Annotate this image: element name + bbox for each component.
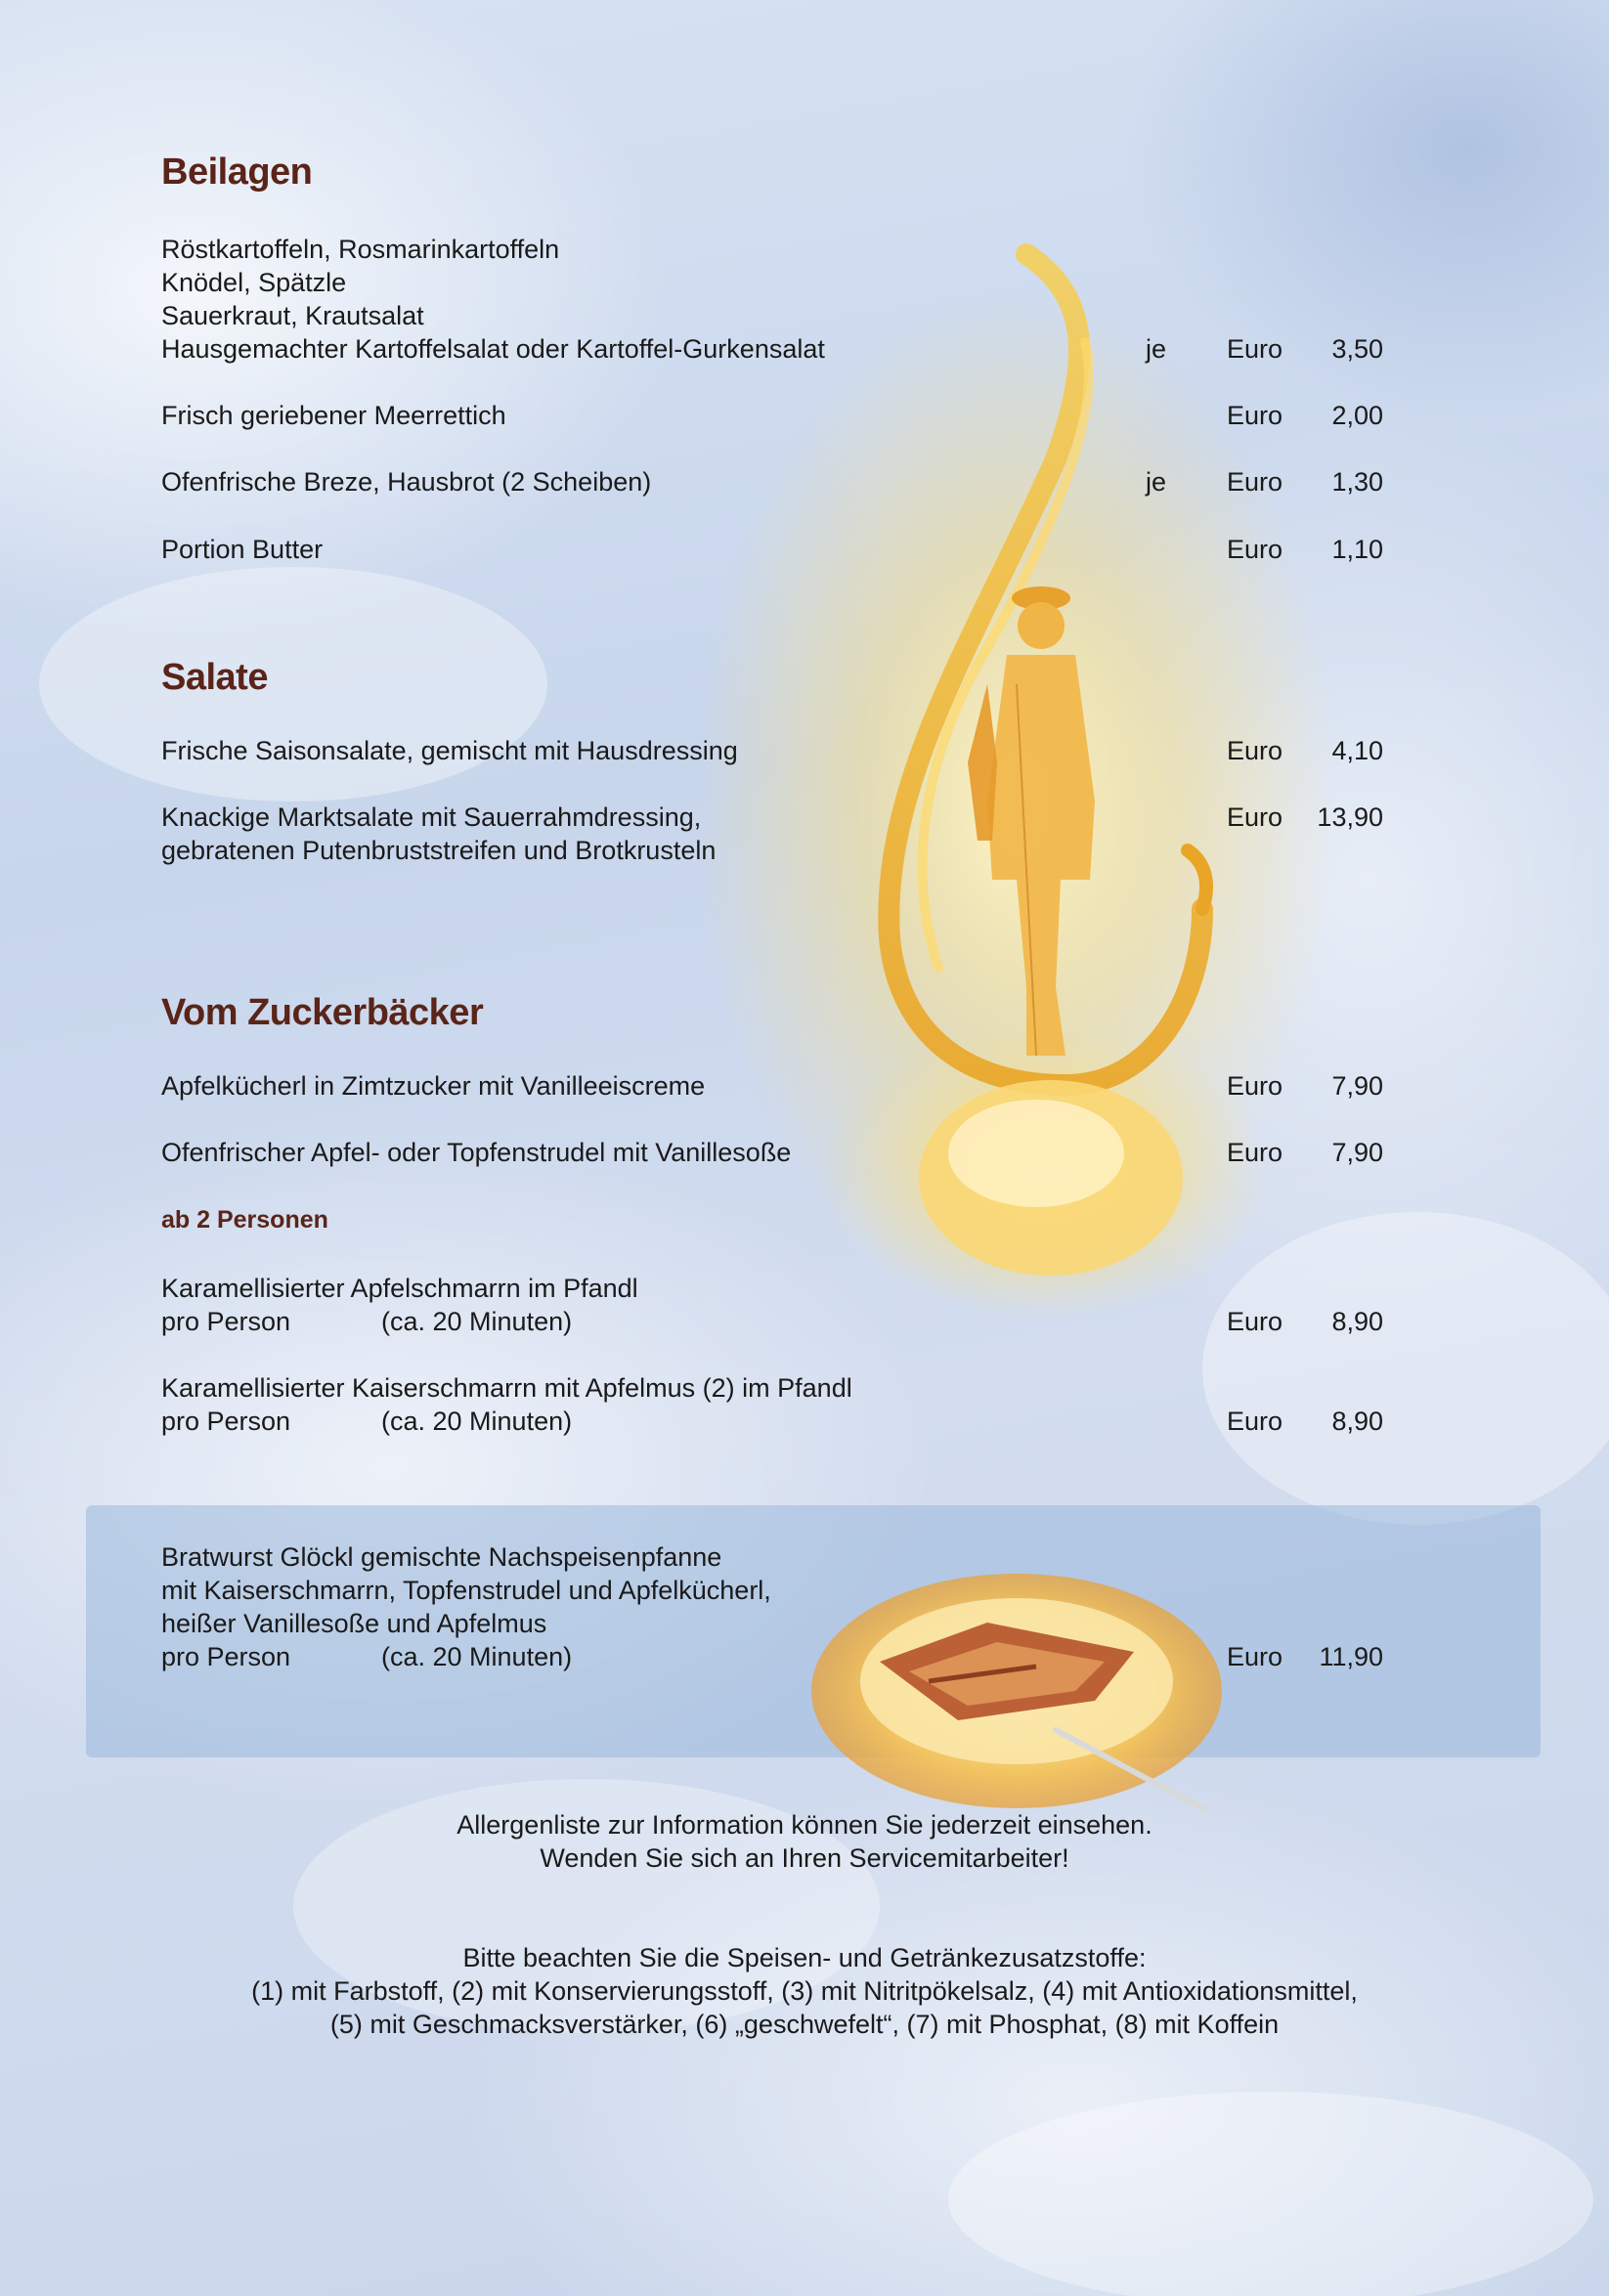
prep-time-note: (ca. 20 Minuten) xyxy=(381,1307,573,1336)
item-line: Portion Butter xyxy=(161,535,324,564)
prep-time-note: (ca. 20 Minuten) xyxy=(381,1642,573,1671)
price: 1,30 xyxy=(1331,467,1383,497)
item-line: mit Kaiserschmarrn, Topfenstrudel und Apfelkücherl, xyxy=(161,1576,771,1605)
menu-item-special xyxy=(161,1540,1383,1673)
currency-label: Euro xyxy=(1227,401,1283,430)
section-title-beilagen: Beilagen xyxy=(161,152,313,193)
price: 4,10 xyxy=(1331,736,1383,765)
currency-label: Euro xyxy=(1227,1642,1283,1671)
currency-label: Euro xyxy=(1227,736,1283,765)
item-line: Knödel, Spätzle xyxy=(161,268,347,297)
menu-item-zuckerbaecker-4 xyxy=(161,1371,1383,1438)
item-line: Ofenfrischer Apfel- oder Topfenstrudel mit Vanillesoße xyxy=(161,1138,792,1167)
menu-item-beilagen-3 xyxy=(161,465,1383,498)
section-title-zuckerbaecker: Vom Zuckerbäcker xyxy=(161,992,484,1033)
item-line xyxy=(161,1405,1041,1438)
item-line: Frische Saisonsalate, gemischt mit Hausdressing xyxy=(161,736,738,765)
currency-label: Euro xyxy=(1227,802,1283,832)
item-line: Ofenfrische Breze, Hausbrot (2 Scheiben) xyxy=(161,467,652,497)
item-line: Sauerkraut, Krautsalat xyxy=(161,301,424,330)
unit-label: je xyxy=(1146,467,1167,497)
item-line: gebratenen Putenbruststreifen und Brotkrusteln xyxy=(161,836,717,865)
item-line: heißer Vanillesoße und Apfelmus xyxy=(161,1609,547,1638)
additives-notice xyxy=(0,1941,1609,2041)
item-line: Röstkartoffeln, Rosmarinkartoffeln xyxy=(161,235,560,264)
menu-item-zuckerbaecker-2 xyxy=(161,1136,1383,1169)
price: 1,10 xyxy=(1331,535,1383,564)
item-line: Bratwurst Glöckl gemischte Nachspeisenpfanne xyxy=(161,1542,722,1572)
allergen-line: Wenden Sie sich an Ihren Servicemitarbeiter! xyxy=(540,1843,1069,1873)
menu-item-zuckerbaecker-3 xyxy=(161,1272,1383,1338)
price: 8,90 xyxy=(1331,1407,1383,1436)
item-line: Karamellisierter Kaiserschmarrn mit Apfelmus (2) im Pfandl xyxy=(161,1373,852,1403)
item-line: Knackige Marktsalate mit Sauerrahmdressing, xyxy=(161,802,702,832)
menu-item-beilagen-2 xyxy=(161,399,1383,432)
price: 2,00 xyxy=(1331,401,1383,430)
currency-label: Euro xyxy=(1227,334,1283,364)
price: 8,90 xyxy=(1331,1307,1383,1336)
currency-label: Euro xyxy=(1227,1307,1283,1336)
per-person-label: pro Person xyxy=(161,1642,291,1671)
serving-note: ab 2 Personen xyxy=(161,1206,328,1234)
item-line xyxy=(161,1640,1041,1673)
additives-line: (1) mit Farbstoff, (2) mit Konservierungsstoff, (3) mit Nitritpökelsalz, (4) mit Antioxidationsmittel, xyxy=(251,1976,1358,2006)
menu-item-salate-1 xyxy=(161,734,1383,767)
item-line xyxy=(161,1305,1041,1338)
item-line: Apfelkücherl in Zimtzucker mit Vanilleeiscreme xyxy=(161,1071,706,1101)
currency-label: Euro xyxy=(1227,535,1283,564)
price: 11,90 xyxy=(1319,1642,1383,1671)
menu-item-zuckerbaecker-1 xyxy=(161,1069,1383,1103)
currency-label: Euro xyxy=(1227,1138,1283,1167)
currency-label: Euro xyxy=(1227,467,1283,497)
item-line: Karamellisierter Apfelschmarrn im Pfandl xyxy=(161,1274,638,1303)
additives-line: (5) mit Geschmacksverstärker, (6) „geschwefelt“, (7) mit Phosphat, (8) mit Koffein xyxy=(329,2010,1280,2039)
per-person-label: pro Person xyxy=(161,1407,291,1436)
per-person-label: pro Person xyxy=(161,1307,291,1336)
price: 13,90 xyxy=(1317,802,1383,832)
currency-label: Euro xyxy=(1227,1407,1283,1436)
price: 7,90 xyxy=(1331,1071,1383,1101)
item-line: Frisch geriebener Meerrettich xyxy=(161,401,506,430)
menu-item-beilagen-4 xyxy=(161,533,1383,566)
allergen-notice xyxy=(0,1808,1609,1875)
price: 7,90 xyxy=(1331,1138,1383,1167)
menu-item-salate-2 xyxy=(161,801,1383,867)
item-line: Hausgemachter Kartoffelsalat oder Kartoffel-Gurkensalat xyxy=(161,334,825,364)
prep-time-note: (ca. 20 Minuten) xyxy=(381,1407,573,1436)
price: 3,50 xyxy=(1331,334,1383,364)
unit-label: je xyxy=(1146,334,1167,364)
allergen-line: Allergenliste zur Information können Sie jederzeit einsehen. xyxy=(457,1810,1152,1840)
section-title-salate: Salate xyxy=(161,657,268,698)
additives-line: Bitte beachten Sie die Speisen- und Getränkezusatzstoffe: xyxy=(462,1943,1147,1972)
menu-item-beilagen-1 xyxy=(161,233,1383,366)
currency-label: Euro xyxy=(1227,1071,1283,1101)
